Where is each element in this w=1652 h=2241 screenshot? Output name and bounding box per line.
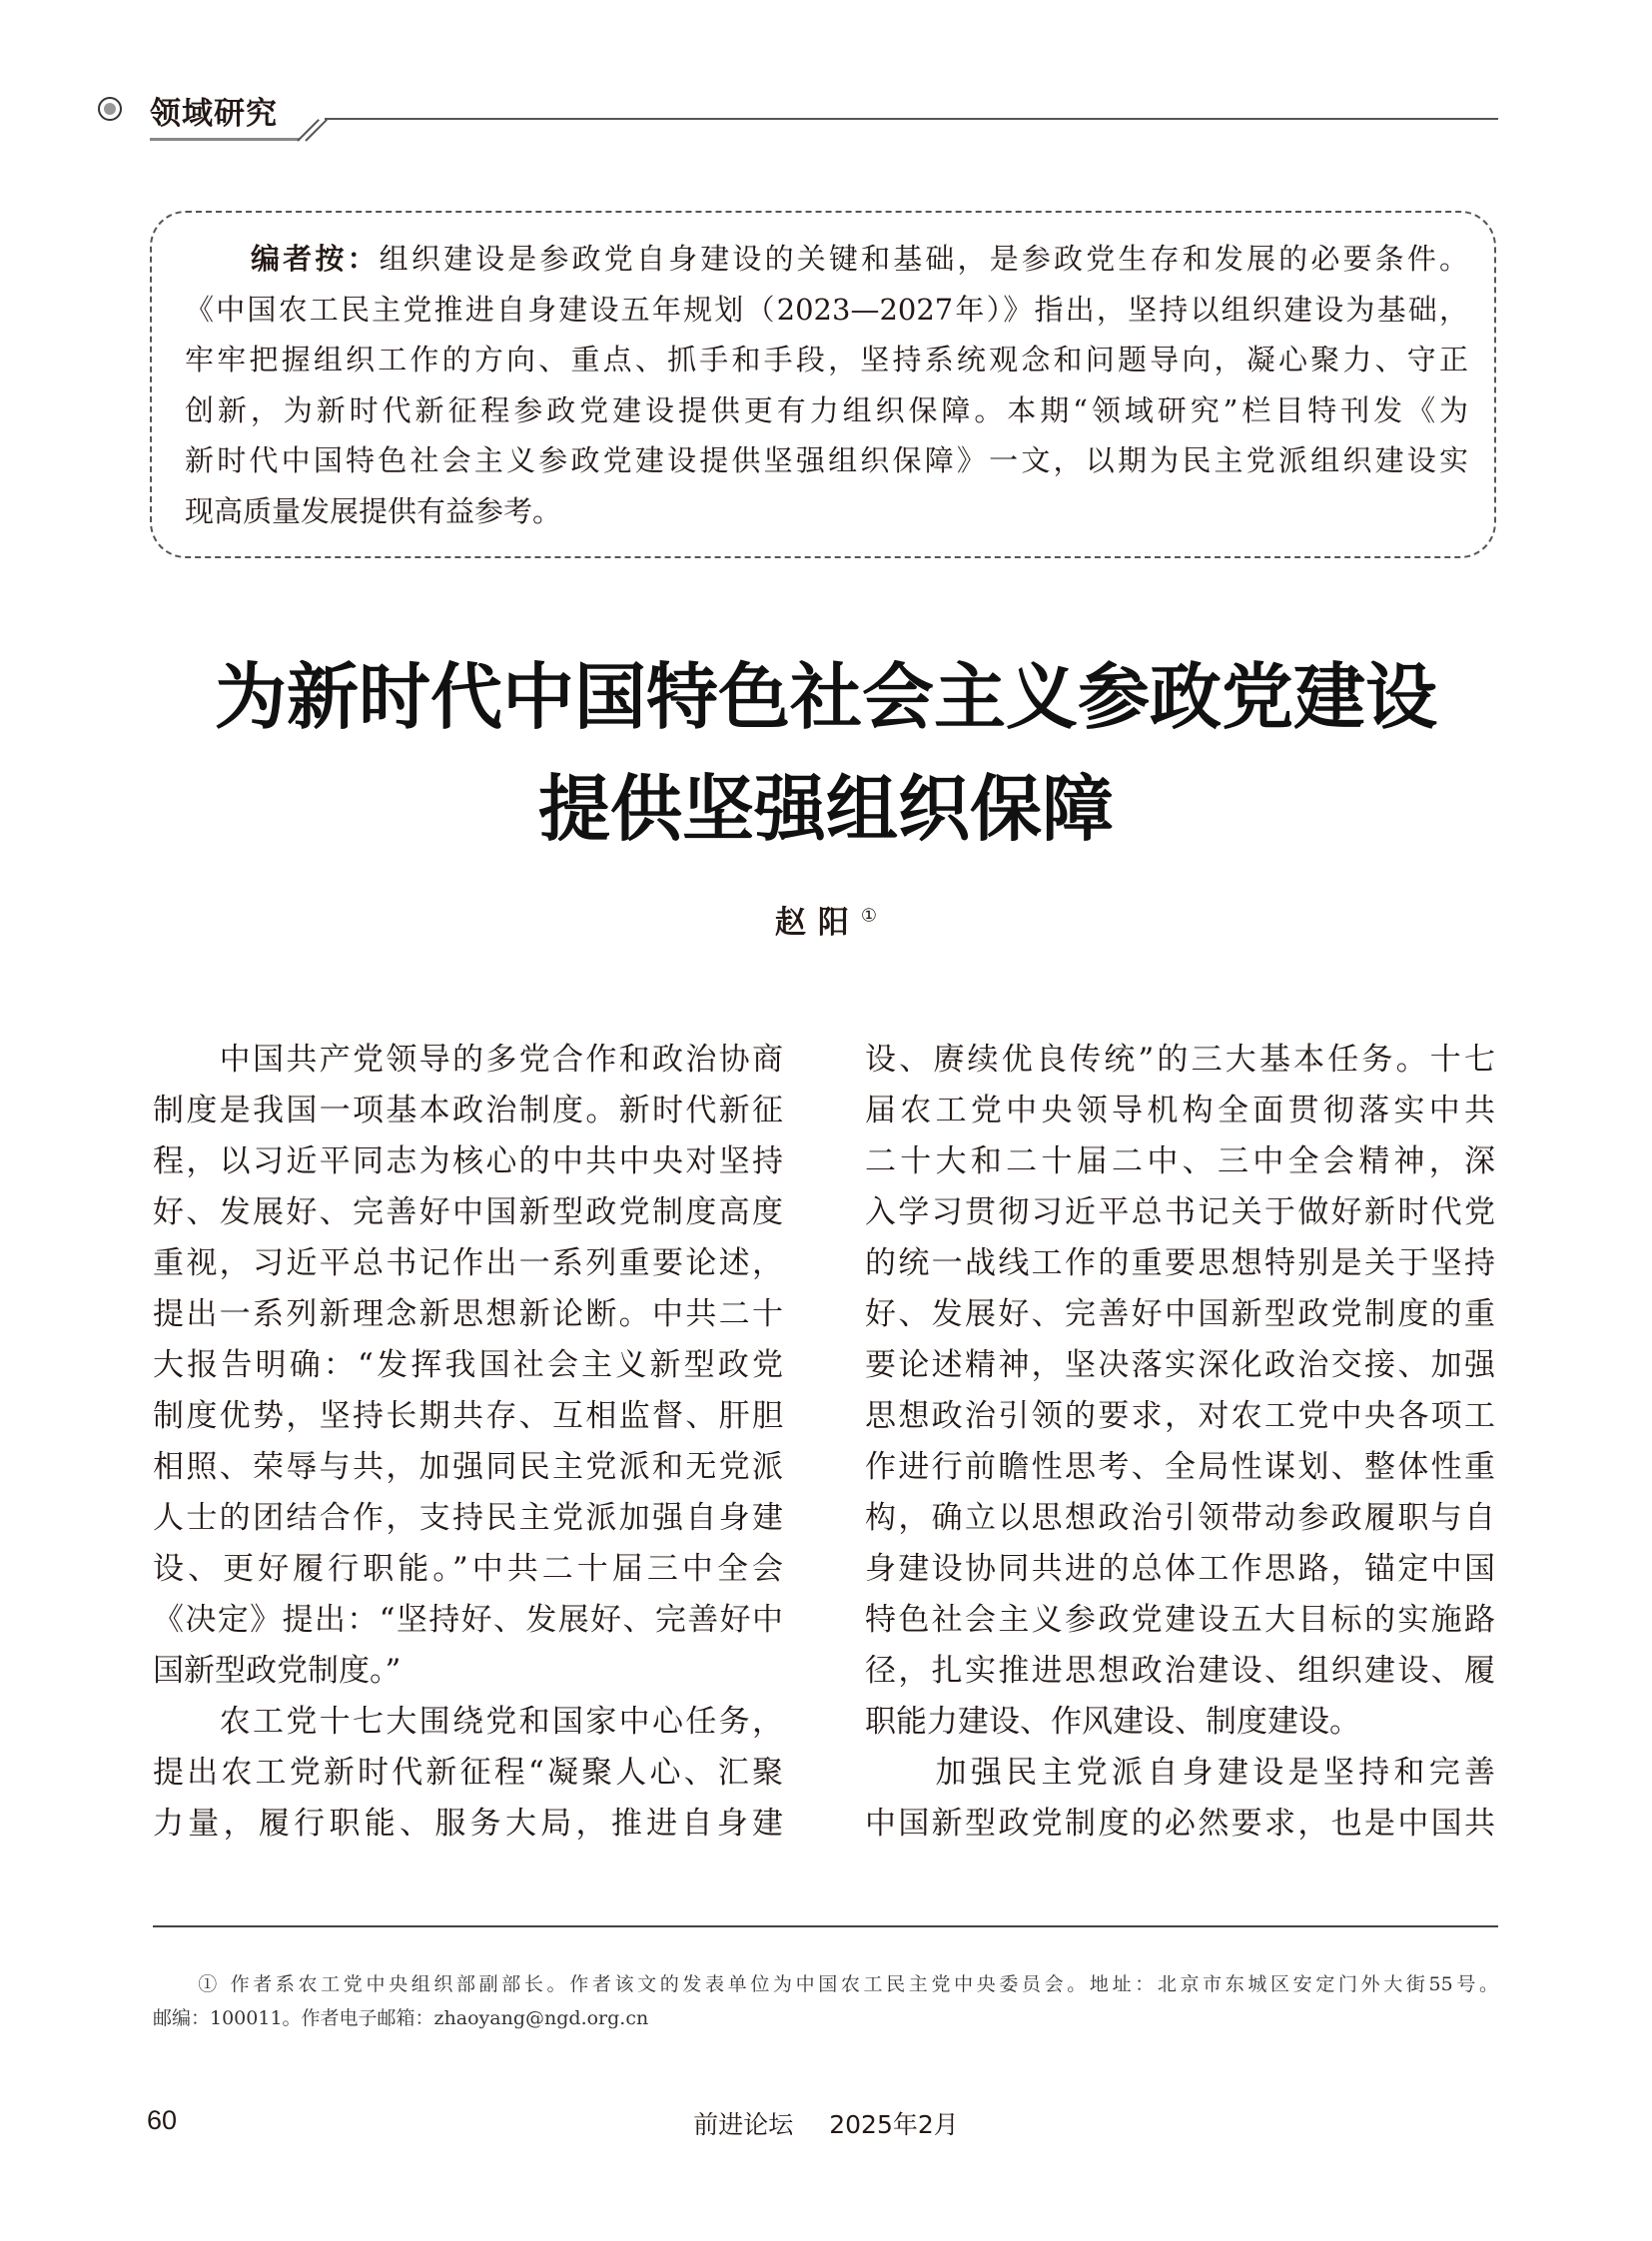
editor-note-line: 牢牢把握组织工作的方向、重点、抓手和手段，坚持系统观念和问题导向，凝心聚力、守正: [185, 343, 1468, 376]
body-line: 作进行前瞻性思考、全局性谋划、整体性重: [865, 1449, 1495, 1485]
body-line: 设、更好履行职能。”中共二十届三中全会: [153, 1551, 783, 1587]
header-rule: [325, 118, 1498, 120]
body-line: 力量，履行职能、服务大局，推进自身建: [153, 1806, 783, 1842]
body-line: 中国新型政党制度的必然要求，也是中国共: [865, 1806, 1495, 1842]
body-column-right: [865, 1035, 1495, 1850]
body-line: 的统一战线工作的重要思想特别是关于坚持: [865, 1245, 1495, 1281]
body-line: 职能力建设、作风建设、制度建设。: [865, 1704, 1360, 1740]
body-line: 制度优势，坚持长期共存、互相监督、肝胆: [153, 1398, 783, 1434]
body-line: 思想政治引领的要求，对农工党中央各项工: [865, 1398, 1495, 1434]
body-line: 相照、荣辱与共，加强同民主党派和无党派: [153, 1449, 783, 1485]
footnote: [153, 1967, 1498, 2035]
body-line: 中国共产党领导的多党合作和政治协商: [153, 1042, 783, 1078]
editor-note-line: 新时代中国特色社会主义参政党建设提供坚强组织保障》一文，以期为民主党派组织建设实: [185, 443, 1468, 477]
editor-note: [185, 234, 1468, 536]
body-line: 大报告明确：“发挥我国社会主义新型政党: [153, 1347, 783, 1383]
author-name: 赵阳: [774, 905, 861, 941]
body-line: 制度是我国一项基本政治制度。新时代新征: [153, 1093, 783, 1128]
body-line: 农工党十七大围绕党和国家中心任务，: [153, 1704, 783, 1740]
article-title-line1: 为新时代中国特色社会主义参政党建设: [214, 655, 1437, 739]
body-line: 重视，习近平总书记作出一系列重要论述，: [153, 1245, 783, 1281]
body-line: 加强民主党派自身建设是坚持和完善: [865, 1755, 1495, 1791]
body-line: 二十大和二十届二中、三中全会精神，深: [865, 1143, 1495, 1179]
body-line: 身建设协同共进的总体工作思路，锚定中国: [865, 1551, 1495, 1587]
body-line: 提出一系列新理念新思想新论断。中共二十: [153, 1296, 783, 1332]
section-title: 领域研究: [150, 96, 278, 132]
body-line: 程，以习近平同志为核心的中共中央对坚持: [153, 1143, 783, 1179]
footnote-mark[interactable]: ①: [860, 905, 878, 927]
body-line: 届农工党中央领导机构全面贯彻落实中共: [865, 1093, 1495, 1128]
footnote-rule: [153, 1925, 1498, 1927]
editor-note-text: 组织建设是参政党自身建设的关键和基础，是参政党生存和发展的必要条件。: [379, 242, 1468, 276]
article-title-line2: 提供坚强组织保障: [537, 767, 1114, 851]
editor-note-line: 《中国农工民主党推进自身建设五年规划（2023—2027年）》指出，坚持以组织建设为基础，: [185, 292, 1468, 327]
author: [0, 897, 1652, 942]
footer-journal: [0, 2105, 1652, 2141]
body-line: 径，扎实推进思想政治建设、组织建设、履: [865, 1653, 1495, 1689]
body-line: 构，确立以思想政治引领带动参政履职与自: [865, 1500, 1495, 1536]
body-line: 特色社会主义参政党建设五大目标的实施路: [865, 1602, 1495, 1638]
editor-note-line: 现高质量发展提供有益参考。: [185, 493, 562, 528]
body-line: 入学习贯彻习近平总书记关于做好新时代党: [865, 1194, 1495, 1230]
footnote-line: 邮编：100011。作者电子邮箱：zhaoyang@ngd.org.cn: [153, 2007, 649, 2029]
section-bullet-icon: [98, 97, 122, 121]
editor-note-line: [185, 234, 1468, 285]
body-line: 《决定》提出：“坚持好、发展好、完善好中: [153, 1602, 783, 1638]
journal-name: 前进论坛: [693, 2110, 794, 2139]
header-underline: [150, 138, 300, 141]
page-number: 60: [147, 2105, 178, 2135]
body-line: 国新型政党制度。”: [153, 1653, 402, 1689]
body-line: 设、赓续优良传统”的三大基本任务。十七: [865, 1042, 1495, 1078]
body-line: 人士的团结合作，支持民主党派加强自身建: [153, 1500, 783, 1536]
editor-note-label: 编者按：: [251, 242, 380, 276]
body-line: 好、发展好、完善好中国新型政党制度的重: [865, 1296, 1495, 1332]
footnote-line: ① 作者系农工党中央组织部副部长。作者该文的发表单位为中国农工民主党中央委员会。地址：北京市东城区安定门外大街55号。: [153, 1973, 1498, 1995]
body-line: 好、发展好、完善好中国新型政党制度高度: [153, 1194, 783, 1230]
editor-note-line: 创新，为新时代新征程参政党建设提供更有力组织保障。本期“领域研究”栏目特刊发《为: [185, 392, 1468, 427]
issue-date: 2025年2月: [829, 2110, 959, 2139]
body-line: 提出农工党新时代新征程“凝聚人心、汇聚: [153, 1755, 783, 1791]
body-column-left: [153, 1035, 783, 1850]
body-line: 要论述精神，坚决落实深化政治交接、加强: [865, 1347, 1495, 1383]
